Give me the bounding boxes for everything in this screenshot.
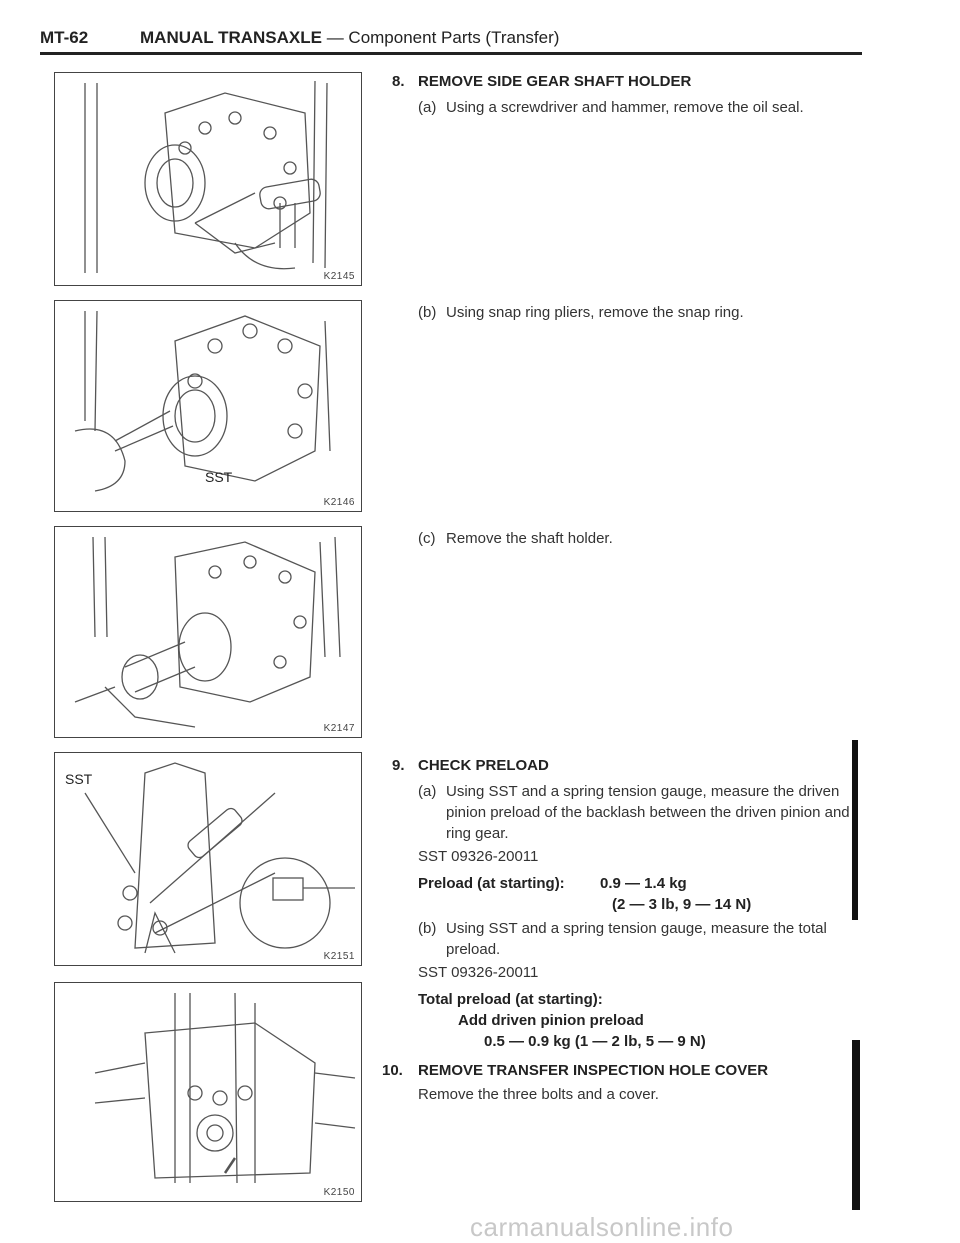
page-title — [140, 28, 559, 48]
sst-label: SST — [205, 469, 233, 485]
figure-oil-seal-removal — [54, 72, 362, 286]
header-rule — [40, 52, 862, 55]
step-number: 9. — [392, 757, 405, 774]
sub-label: (b) — [418, 920, 437, 937]
binding-shadow — [852, 1040, 860, 1210]
figure-code: K2145 — [323, 271, 355, 282]
page-code: MT-62 — [40, 28, 89, 47]
figure-shaft-holder-removal — [54, 526, 362, 738]
title-bold: MANUAL TRANSAXLE — [140, 28, 322, 47]
figure-code: K2150 — [323, 1187, 355, 1198]
sub-label: (a) — [418, 99, 437, 116]
figure-code: K2146 — [323, 497, 355, 508]
watermark: carmanualsonline.info — [470, 1212, 734, 1242]
preload-value-kg: 0.9 — 1.4 kg — [600, 875, 687, 892]
preload-value-lb-n: (2 — 3 lb, 9 — 14 N) — [612, 896, 752, 913]
figure-snap-ring-removal — [54, 300, 362, 512]
total-preload-rule: Add driven pinion preload — [458, 1012, 644, 1029]
sub-text: Remove the shaft holder. — [446, 530, 613, 547]
illustration-inspection-cover — [55, 983, 361, 1201]
figure-preload-check — [54, 752, 362, 966]
sub-text: Using SST and a spring tension gauge, measure the total preload. — [446, 920, 827, 958]
step-title: REMOVE TRANSFER INSPECTION HOLE COVER — [418, 1062, 769, 1079]
total-preload-label: Total preload (at starting): — [418, 991, 603, 1008]
step-number: 8. — [392, 73, 405, 90]
figure-code: K2147 — [323, 723, 355, 734]
preload-label: Preload (at starting): — [418, 875, 565, 892]
sub-label: (b) — [418, 304, 437, 321]
step-title: CHECK PRELOAD — [418, 757, 549, 774]
sub-label: (c) — [418, 530, 436, 547]
sub-label: (a) — [418, 783, 437, 800]
sst-number-2: SST 09326-20011 — [418, 964, 539, 981]
step-title: REMOVE SIDE GEAR SHAFT HOLDER — [418, 73, 692, 90]
title-rest: — Component Parts (Transfer) — [321, 28, 560, 47]
figure-inspection-cover — [54, 982, 362, 1202]
illustration-oil-seal — [55, 73, 361, 285]
sst-label: SST — [65, 771, 93, 787]
illustration-shaft-holder — [55, 527, 361, 737]
sub-text: Using SST and a spring tension gauge, measure the driven pinion preload of the backlash between the driven pinion and ring gear. — [446, 783, 850, 842]
page-header — [40, 28, 860, 52]
step-10-text: Remove the three bolts and a cover. — [418, 1086, 659, 1103]
sub-text: Using a screwdriver and hammer, remove the oil seal. — [446, 99, 804, 116]
step-number: 10. — [382, 1062, 403, 1079]
figure-code: K2151 — [323, 951, 355, 962]
binding-shadow — [852, 740, 858, 920]
illustration-preload-gauge — [55, 753, 361, 965]
sub-text: Using snap ring pliers, remove the snap ring. — [446, 304, 744, 321]
sst-number-1: SST 09326-20011 — [418, 848, 539, 865]
total-preload-value: 0.5 — 0.9 kg (1 — 2 lb, 5 — 9 N) — [484, 1033, 706, 1050]
